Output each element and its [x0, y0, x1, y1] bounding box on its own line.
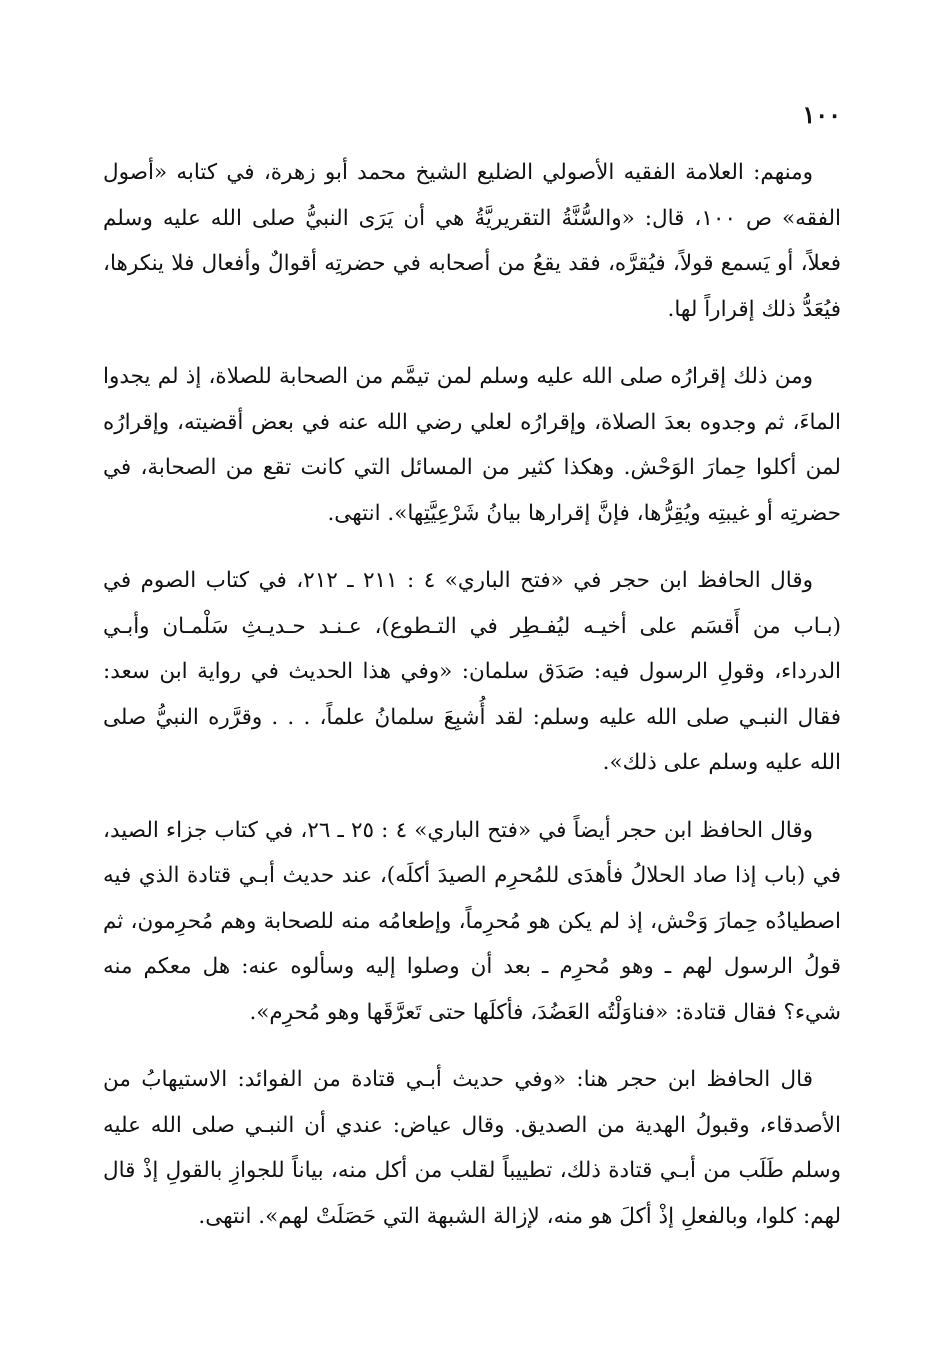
page-body: [103, 150, 841, 1261]
paragraph-5: قال الحافظ ابن حجر هنا: «وفي حديث أبـي قتادة من الفوائد: الاستيهابُ من الأصدقاء، وقبولُ الهدية من الصديق. وقال عياض: عندي أن النبـي صلى الله عليه وسلم طَلَب من أبـي قتادة ذلك، تطييباً لقلب من أكل منه، بياناً للجوازِ بالقولِ إذْ قال لهم: كلوا، وبالفعلِ إذْ أكلَ هو منه، لإزالة الشبهة التي حَصَلَتْ لهم». انتهى.: [103, 1067, 841, 1229]
paragraph-4: وقال الحافظ ابن حجر أيضاً في «فتح الباري» ٤ : ٢٥ ـ ٢٦، في كتاب جزاء الصيد، في (باب إذا صاد الحلالُ فأهدَى للمُحرِم الصيدَ أكلَه)، عند حديث أبـي قتادة الذي فيه اصطيادُه حِمارَ وَحْش، إذ لم يكن هو مُحرِماً، وإطعامُه منه للصحابة وهم مُحرِمون، ثم قولُ الرسول لهم ـ وهو مُحرِم ـ بعد أن وصلوا إليه وسألوه عنه: هل معكم منه شيء؟ فقال قتادة: «فناوَلْتُه العَضُدَ، فأكلَها حتى تَعرَّقَها وهو مُحرِم».: [103, 817, 841, 1025]
paragraph-1: ومنهم: العلامة الفقيه الأصولي الضليع الشيخ محمد أبو زهرة، في كتابه «أصول الفقه» ص ١٠٠، قال: «والسُّنَّةُ التقريريَّةُ هي أن يَرَى النبيُّ صلى الله عليه وسلم فعلاً، أو يَسمع قولاً، فيُقرَّه، فقد يقعُ من أصحابه في حضرتِه أقوالٌ وأفعال فلا ينكرها، فيُعَدُّ ذلك إقراراً لها.: [103, 160, 841, 322]
page-number: ١٠٠: [802, 100, 841, 129]
paragraph-2: ومن ذلك إقرارُه صلى الله عليه وسلم لمن تيمَّم من الصحابة للصلاة، إذ لم يجدوا الماءَ، ثم وجدوه بعدَ الصلاة، وإقرارُه لعلي رضي الله عنه في بعض أقضيته، وإقرارُه لمن أكلوا حِمارَ الوَحْش. وهكذا كثير من المسائل التي كانت تقع من الصحابة، في حضرتِه أو غيبتِه ويُقِرُّها، فإنَّ إقرارها بيانُ شَرْعِيَّتِها». انتهى.: [103, 364, 841, 526]
paragraph-3: وقال الحافظ ابن حجر في «فتح الباري» ٤ : ٢١١ ـ ٢١٢، في كتاب الصوم في (بـاب من أَقسَم على أخيـه ليُفـطِر في التـطوع)، عـنـد حـديـثِ سَلْمـان وأبـي الدرداء، وقولِ الرسول فيه: صَدَق سلمان: «وفي هذا الحديث في رواية ابن سعد: فقال النبـي صلى الله عليه وسلم: لقد أُشبِعَ سلمانُ علماً، . . . وقرَّره النبيُّ صلى الله عليه وسلم على ذلك».: [103, 568, 841, 775]
